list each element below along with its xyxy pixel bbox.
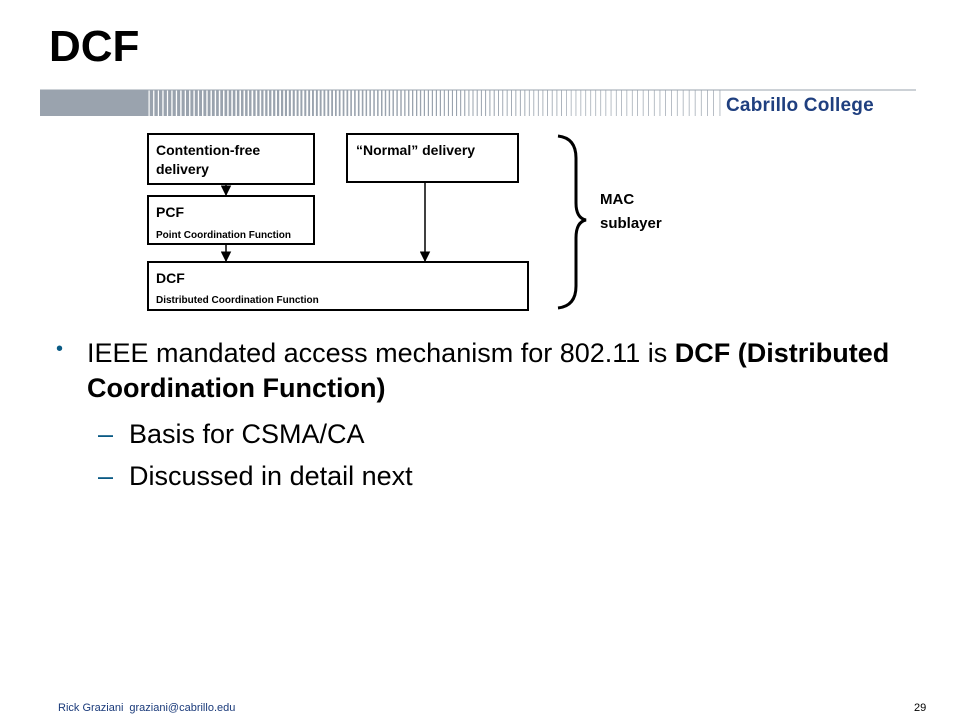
banner-stripe [316,90,318,116]
banner-stripe [285,90,287,116]
normal-delivery-box [347,134,518,182]
banner-stripe [400,90,401,116]
banner-stripe [677,90,678,116]
banner-stripe [648,90,649,116]
banner-stripe [182,90,185,116]
banner-stripe [552,90,553,116]
banner-stripe [331,90,333,116]
banner-stripe [277,90,279,116]
banner-stripe [343,90,345,116]
banner-stripe [683,90,684,116]
banner-solid-bar [40,90,145,116]
banner-stripe [265,90,267,116]
banner-stripe [440,90,441,116]
banner-stripe [464,90,465,116]
banner-stripe [494,90,495,116]
banner-stripe [502,90,503,116]
banner-stripe [498,90,499,116]
banner-stripe [571,90,572,116]
banner-stripe [576,90,577,116]
page-number: 29 [914,702,927,714]
banner-stripe [362,90,364,116]
banner-stripe [412,90,413,116]
banner-stripe [428,90,429,116]
banner-stripe [308,90,310,116]
banner-stripe [524,90,525,116]
banner-stripe [312,90,314,116]
banner-stripe [432,90,433,116]
banner-stripe [159,90,162,116]
banner-stripe [590,90,591,116]
banner-stripe [671,90,672,116]
banner-stripe [273,90,275,116]
banner-stripe [369,90,371,116]
banner-stripe [324,90,326,116]
author-name: Rick Graziani [58,702,124,714]
banner-stripe [621,90,622,116]
banner-stripe [145,90,149,116]
brand-logo-text: Cabrillo College [726,95,874,116]
banner-stripe [245,90,248,116]
banner-stripe [199,90,202,116]
banner-stripe [195,90,198,116]
banner-stripe [606,90,607,116]
banner-stripe [701,90,702,116]
banner-stripe [377,90,379,116]
banner-stripe [643,90,644,116]
pcf-box [148,196,314,244]
banner-stripe [373,90,375,116]
banner-stripe [293,90,295,116]
banner-stripe [354,90,356,116]
banner-stripe [460,90,461,116]
sublayer-label: sublayer [600,215,662,232]
banner-stripe [489,90,490,116]
banner-stripe [420,90,421,116]
banner-stripe [665,90,666,116]
banner-stripe [689,90,690,116]
banner-stripe [581,90,582,116]
dash-icon: – [98,461,114,491]
banner-stripe [404,90,405,116]
dcf-box [148,262,528,310]
banner-stripe [660,90,661,116]
banner-stripe [320,90,322,116]
contention-free-line1: Contention-free [156,142,261,158]
banner-stripe [561,90,562,116]
banner-stripe [393,90,394,116]
banner-stripe [173,90,176,116]
banner-stripe [543,90,544,116]
banner-stripe [707,90,708,116]
banner-stripe [448,90,449,116]
main-bullet [50,336,930,406]
banner-stripe [241,90,244,116]
banner-stripe [632,90,633,116]
banner-stripe [229,90,232,116]
banner-stripe [507,90,508,116]
banner-stripe [335,90,337,116]
banner-stripe [616,90,617,116]
banner-stripe [557,90,558,116]
banner-stripe [538,90,539,116]
bullet-text: IEEE mandated access mechanism for 802.11 is [87,338,675,368]
sub-bullet [50,417,930,452]
mac-sublayer-diagram [140,128,700,318]
slide-title: DCF [49,22,140,71]
banner-stripe [339,90,341,116]
banner-stripe [233,90,236,116]
banner-stripe [212,90,215,116]
banner-stripe [720,90,721,116]
banner-stripe [424,90,425,116]
banner-stripe [366,90,368,116]
dcf-subtitle: Distributed Coordination Function [156,295,319,306]
banner-stripe [595,90,596,116]
banner-stripe [408,90,409,116]
banner-stripe [261,90,263,116]
banner-stripe [520,90,521,116]
banner-stripe [216,90,219,116]
sub-bullet [50,459,930,494]
banner-stripe [481,90,482,116]
banner-stripe [436,90,437,116]
banner-stripe [637,90,638,116]
banner-stripe [611,90,612,116]
banner-stripe [695,90,696,116]
footer-author [58,702,241,714]
banner-stripe [381,90,383,116]
banner-stripe [300,90,302,116]
normal-delivery-label: “Normal” delivery [356,142,476,158]
banner-stripe [456,90,457,116]
banner-stripe [444,90,445,116]
banner-stripe [416,90,417,116]
contention-free-line2: delivery [156,161,209,177]
banner-stripe [485,90,486,116]
mac-label: MAC [600,191,635,208]
banner-stripe [452,90,453,116]
banner-stripe [289,90,291,116]
banner-stripe [190,90,193,116]
banner-stripe [257,90,259,116]
banner-stripe [304,90,306,116]
banner-stripe [237,90,240,116]
banner-stripe [473,90,474,116]
dash-icon: – [98,419,114,449]
banner-stripe [220,90,223,116]
banner-stripe [468,90,469,116]
banner-stripe [177,90,180,116]
sub-bullet-text: Basis for CSMA/CA [129,419,365,449]
banner-stripe [477,90,478,116]
mac-brace [558,136,586,308]
banner-stripe [515,90,516,116]
banner-stripe [600,90,601,116]
banner-stripe [150,90,153,116]
banner-stripe [533,90,534,116]
banner-stripe [385,90,386,116]
banner-stripe [713,90,714,116]
banner-stripe [186,90,189,116]
banner-stripe [529,90,530,116]
pcf-subtitle: Point Coordination Function [156,230,291,241]
banner-stripe [358,90,360,116]
banner-stripe [627,90,628,116]
banner-stripe [511,90,512,116]
banner-stripe [253,90,255,116]
slide-body [50,336,930,494]
banner-stripe [547,90,548,116]
banner-stripe [203,90,206,116]
banner-stripe [347,90,349,116]
banner-stripe [396,90,397,116]
contention-free-box [148,134,314,184]
banner-stripe [225,90,228,116]
sub-bullet-text: Discussed in detail next [129,461,413,491]
banner-stripe [585,90,586,116]
banner-stripe [154,90,157,116]
bullet-dot-icon: • [56,338,64,360]
banner-stripe [350,90,352,116]
dcf-title: DCF [156,270,185,286]
banner-stripe [389,90,390,116]
banner-stripe [249,90,251,116]
banner-stripe [164,90,167,116]
author-email: graziani@cabrillo.edu [129,702,236,714]
banner-stripe [281,90,283,116]
banner-stripe [327,90,329,116]
banner-stripe [168,90,171,116]
banner-stripe [566,90,567,116]
banner-stripe [297,90,299,116]
banner-stripe [269,90,271,116]
pcf-title: PCF [156,204,184,220]
banner-stripe [654,90,655,116]
banner-stripe [208,90,211,116]
bullet-text-bold: DCF (Distributed Coordination Function) [87,338,890,403]
